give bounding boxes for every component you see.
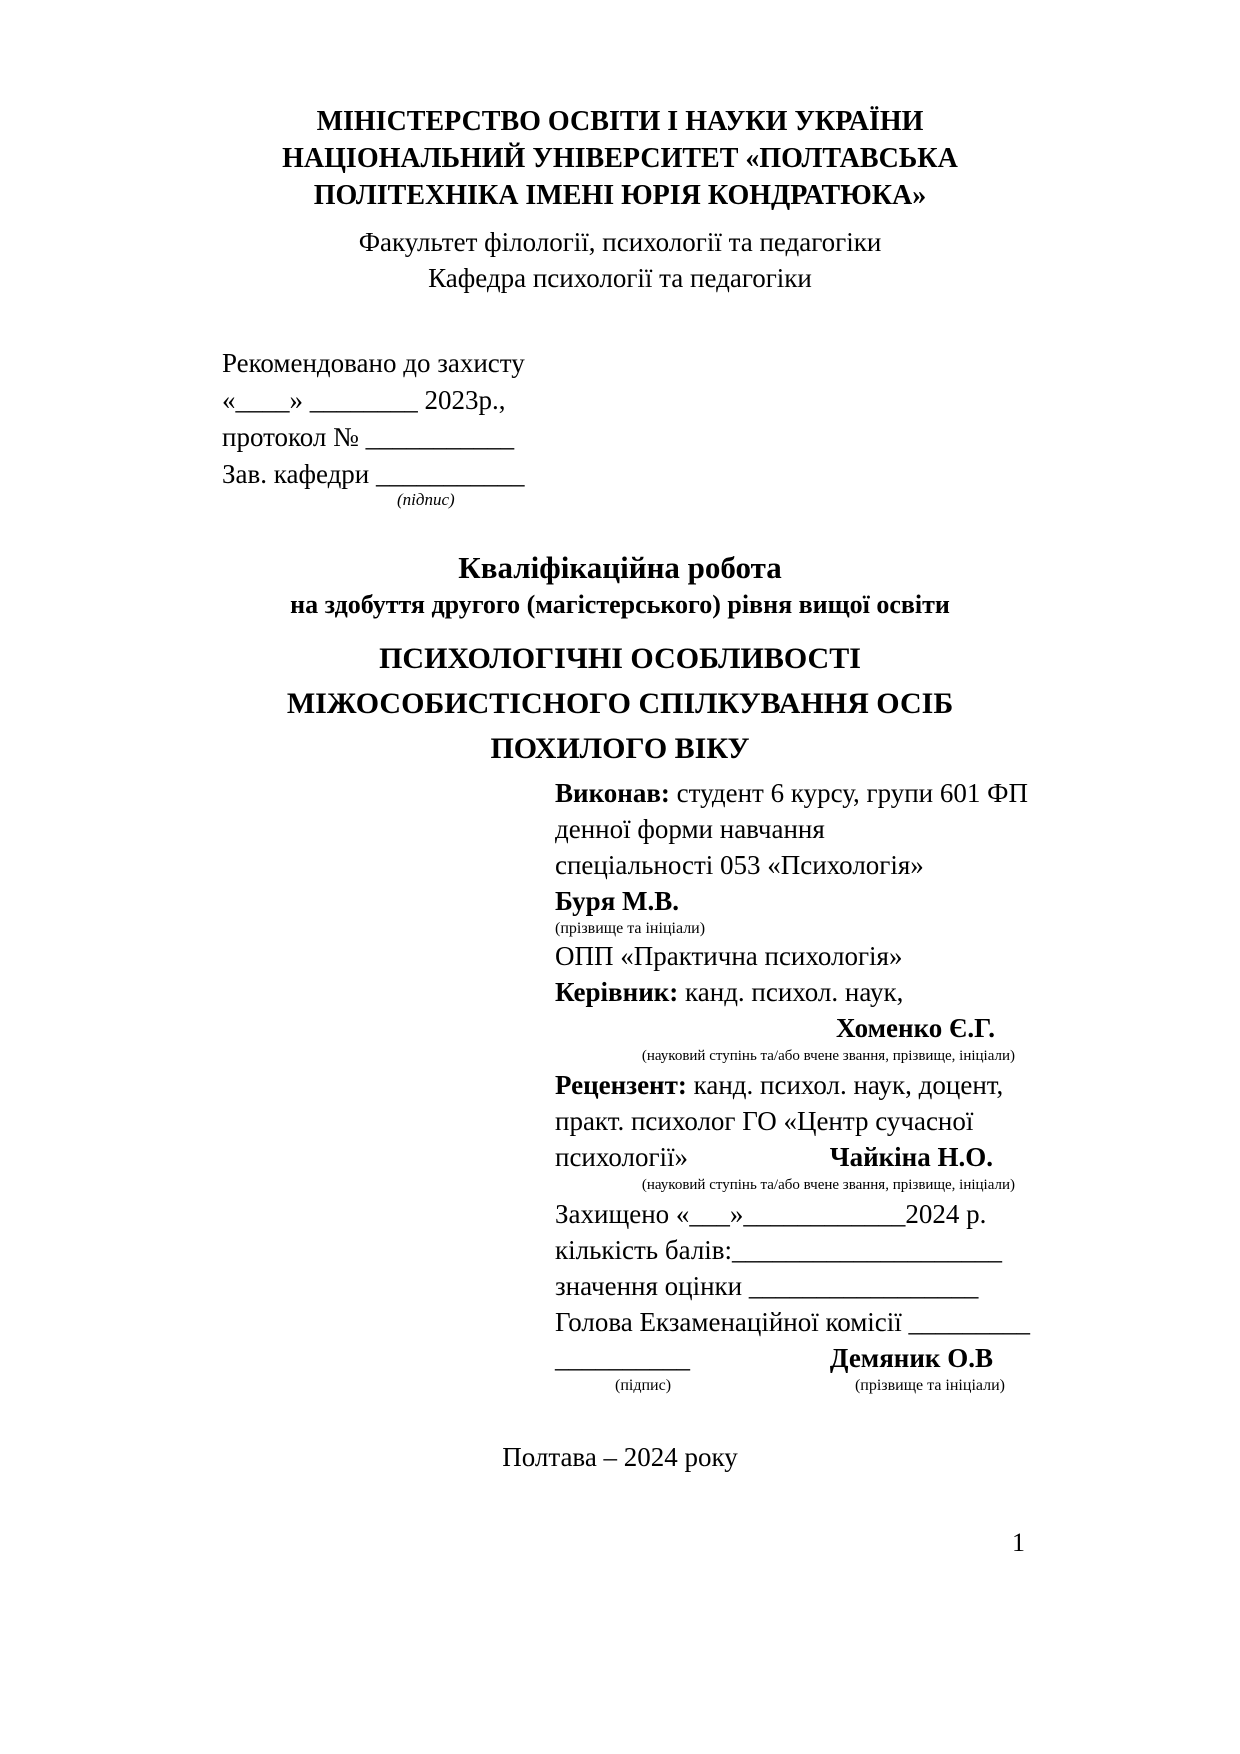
performer-line3: спеціальності 053 «Психологія» (555, 850, 924, 880)
reviewer-note: (науковий ступінь та/або вчене звання, прізвище, ініціали) (641, 1177, 1015, 1193)
reviewer-line3-row (555, 1139, 1033, 1175)
ministry-line: МІНІСТЕРСТВО ОСВІТИ І НАУКИ УКРАЇНИ (316, 106, 924, 137)
name-note: (прізвище та ініціали) (854, 1377, 1005, 1394)
committee-line: Голова Екзаменаційної комісії _________ (555, 1307, 1031, 1337)
approval-block (222, 345, 525, 510)
signature-note: (підпис) (615, 1377, 672, 1394)
approval-head-line: Зав. кафедри ___________ (222, 459, 525, 489)
thesis-title: ПСИХОЛОГІЧНІ ОСОБЛИВОСТІ МІЖОСОБИСТІСНОГО СПІЛКУВАННЯ ОСІБ ПОХИЛОГО ВІКУ (286, 642, 954, 765)
performer-line2: денної форми навчання (555, 814, 825, 844)
score-line: кількість балів:____________________ (555, 1235, 1003, 1265)
defended-line: Захищено «___»____________2024 р. (555, 1199, 987, 1229)
performer-label: Виконав: (555, 778, 670, 808)
reviewer-name: Чайкіна Н.О. (829, 1142, 993, 1172)
thesis-title-block (0, 636, 1240, 771)
department-line: Кафедра психології та педагогіки (428, 263, 812, 293)
signature-blank: __________ (555, 1343, 690, 1373)
supervisor-note: (науковий ступінь та/або вчене звання, прізвище, ініціали) (641, 1048, 1015, 1064)
supervisor-line (555, 974, 1033, 1010)
grade-line: значення оцінки _________________ (555, 1271, 979, 1301)
opp-line: ОПП «Практична психологія» (555, 941, 903, 971)
approval-recommended: Рекомендовано до захисту (222, 348, 525, 378)
reviewer-line3: психології» (555, 1142, 689, 1172)
header-block (0, 103, 1240, 214)
reviewer-line2: практ. психолог ГО «Центр сучасної (555, 1106, 974, 1136)
performer-name-note: (прізвище та ініціали) (555, 920, 706, 937)
reviewer-line (555, 1067, 1033, 1103)
page-number: 1 (1012, 1528, 1025, 1557)
signature-notes-row (555, 1376, 1033, 1396)
supervisor-name: Хоменко Є.Г. (836, 1013, 995, 1043)
worktype-block (0, 548, 1240, 622)
degree-line: на здобуття другого (магістерського) рівня вищої освіти (290, 590, 950, 619)
performer-rest: студент 6 курсу, групи 601 ФП (669, 778, 1028, 808)
approval-date-line: «____» ________ 2023р., (222, 385, 506, 415)
university-line: НАЦІОНАЛЬНИЙ УНІВЕРСИТЕТ «ПОЛТАВСЬКА ПОЛІТЕХНІКА ІМЕНІ ЮРІЯ КОНДРАТЮКА» (282, 143, 958, 211)
faculty-block (0, 224, 1240, 296)
committee-head-name: Демяник О.В (829, 1343, 993, 1373)
credits-block (555, 775, 1033, 1396)
approval-signature-note: (підпис) (397, 490, 455, 509)
faculty-line: Факультет філології, психології та педагогіки (358, 227, 882, 257)
approval-protocol-line: протокол № ___________ (222, 422, 515, 452)
work-type-title: Кваліфікаційна робота (458, 550, 782, 585)
performer-line (555, 775, 1033, 811)
performer-name: Буря М.В. (555, 886, 680, 916)
supervisor-label: Керівник: (555, 977, 679, 1007)
reviewer-label: Рецензент: (555, 1070, 687, 1100)
supervisor-rest: канд. психол. наук, (678, 977, 904, 1007)
reviewer-rest: канд. психол. наук, доцент, (686, 1070, 1004, 1100)
city-year-line: Полтава – 2024 року (502, 1442, 738, 1472)
committee-signature-row (555, 1340, 1033, 1376)
